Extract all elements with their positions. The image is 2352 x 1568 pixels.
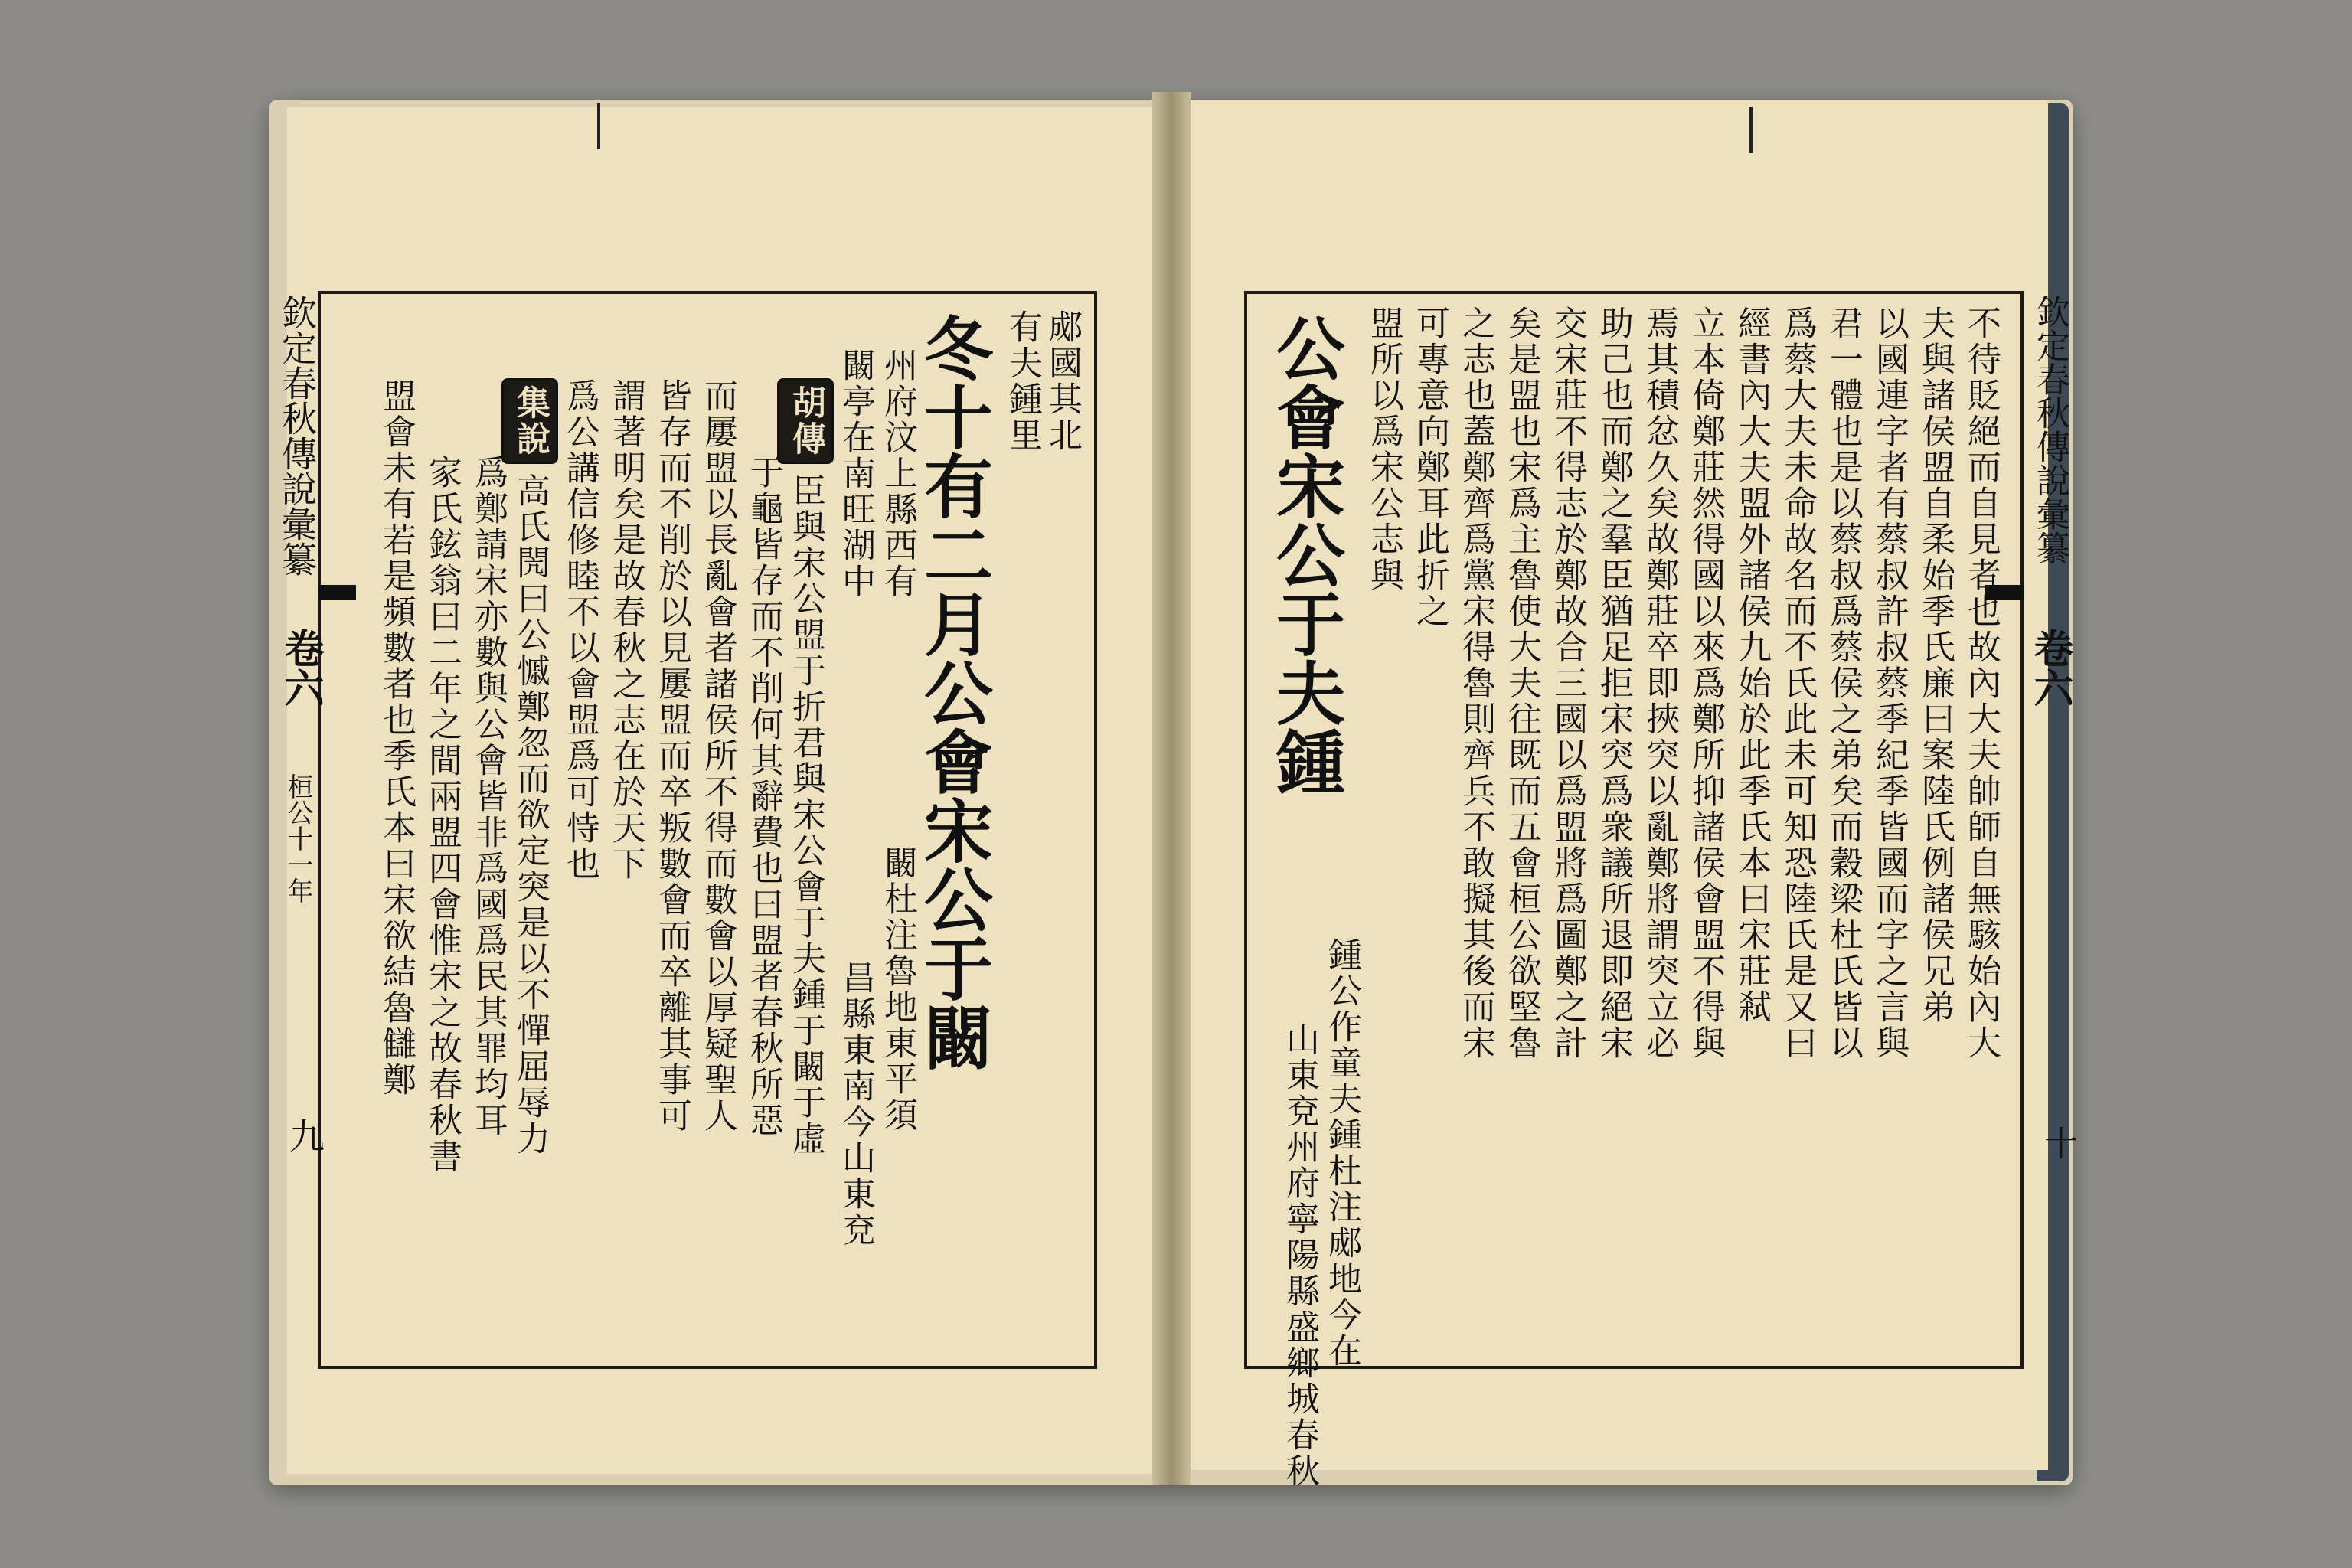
left-column: 謂著明矣是故春秋之志在於天下	[606, 378, 645, 882]
left-column: 昌縣東南今山東兗	[836, 960, 875, 1248]
right-column: 立本倚鄭莊然得國以來爲鄭所抑諸侯會盟不得與	[1686, 305, 1725, 1061]
fish-tail-mark	[318, 585, 356, 600]
right-column: 經書內大夫盟外諸侯九始於此季氏本曰宋莊弒	[1732, 305, 1771, 1025]
right-gutter-page-number: 十	[2038, 1125, 2077, 1159]
right-column: 夫與諸侯盟自柔始季氏廉曰案陸氏例諸侯兄弟	[1916, 305, 1955, 1025]
right-column: 之志也蓋鄭齊爲黨宋得魯則齊兵不敢擬其後而宋	[1456, 305, 1495, 1061]
left-column	[786, 294, 834, 1442]
right-gutter-volume: 卷六	[2027, 628, 2073, 707]
left-column: 爲鄭請宋亦數與公會皆非爲國爲民其罪均耳	[469, 455, 508, 1138]
left-column: 闞杜注魯地東平須	[878, 845, 917, 1133]
ji-commentary-badge: 集說	[501, 378, 558, 464]
right-column: 以國連字者有蔡叔許叔蔡季紀季皆國而字之言與	[1870, 305, 1909, 1061]
binding-thread-mark	[597, 103, 600, 149]
book-gutter	[1152, 92, 1191, 1485]
left-column: 闞亭在南旺湖中	[836, 348, 875, 599]
right-column: 焉其積忿久矣故鄭莊卒即挾突以亂鄭將謂突立必	[1640, 305, 1679, 1061]
hu-commentary-badge: 胡傳	[777, 378, 834, 464]
left-text-frame	[318, 291, 1097, 1369]
left-gutter-page-number: 九	[284, 1118, 325, 1153]
right-column: 不待貶絕而自見者也故內大夫帥師自無駭始內大	[1962, 305, 2001, 1061]
right-column: 矣是盟也宋爲主魯使大夫往既而五會桓公欲堅魯	[1502, 305, 1541, 1061]
right-gutter-title: 欽定春秋傳說彙纂	[2030, 295, 2069, 564]
right-heading: 公會宋公于夫鍾	[1264, 313, 1345, 795]
left-column: 盟會未有若是頻數者也季氏本曰宋欲結魯讎鄭	[377, 378, 416, 1098]
left-column-text: 高氏閌曰公慽鄭忽而欲定突是以不憚屈辱力	[511, 473, 550, 1157]
left-column-text: 臣與宋公盟于折君與宋公會于夫鍾于闞于虛	[786, 473, 825, 1157]
binding-thread-mark	[1749, 107, 1753, 153]
left-column: 于龜皆存而不削何其辭費也曰盟者春秋所惡	[744, 455, 783, 1138]
left-gutter-title: 欽定春秋傳說彙纂	[276, 295, 318, 577]
left-column: 州府汶上縣西有	[878, 348, 917, 599]
left-heading: 冬十有二月公會宋公于闞	[912, 313, 993, 1071]
left-column: 而屢盟以長亂會者諸侯所不得而數會以厚疑聖人	[698, 378, 737, 1134]
left-column: 郕國其北	[1043, 309, 1082, 453]
right-column: 可專意向鄭耳此折之	[1410, 305, 1449, 629]
right-text-frame	[1244, 291, 2024, 1489]
left-gutter-volume: 卷六	[277, 628, 324, 707]
right-column: 助己也而鄭之羣臣猶足拒宋突爲衆議所退即絕宋	[1594, 305, 1633, 1061]
left-column: 家氏鉉翁曰二年之間兩盟四會惟宋之故春秋書	[423, 455, 462, 1174]
left-column	[511, 294, 558, 1442]
right-column: 鍾公作童夫鍾杜注郕地今在	[1322, 937, 1361, 1369]
left-column: 有夫鍾里	[1003, 309, 1042, 453]
left-column: 爲公講信修睦不以會盟爲可恃也	[560, 378, 599, 882]
left-column: 皆存而不削於以見屢盟而卒叛數會而卒離其事可	[652, 378, 691, 1134]
right-column: 爲蔡大夫未命故名而不氏此未可知恐陸氏是又曰	[1778, 305, 1817, 1061]
right-column: 交宋莊不得志於鄭故合三國以爲盟將爲圖鄭之計	[1548, 305, 1587, 1061]
right-column: 盟所以爲宋公志與	[1364, 305, 1403, 593]
right-column: 君一體也是以蔡叔爲蔡侯之弟矣而穀梁杜氏皆以	[1824, 305, 1863, 1061]
left-gutter-section: 桓公十一年	[283, 773, 313, 903]
right-column: 山東兗州府寧陽縣盛鄉城春秋	[1280, 1021, 1319, 1489]
